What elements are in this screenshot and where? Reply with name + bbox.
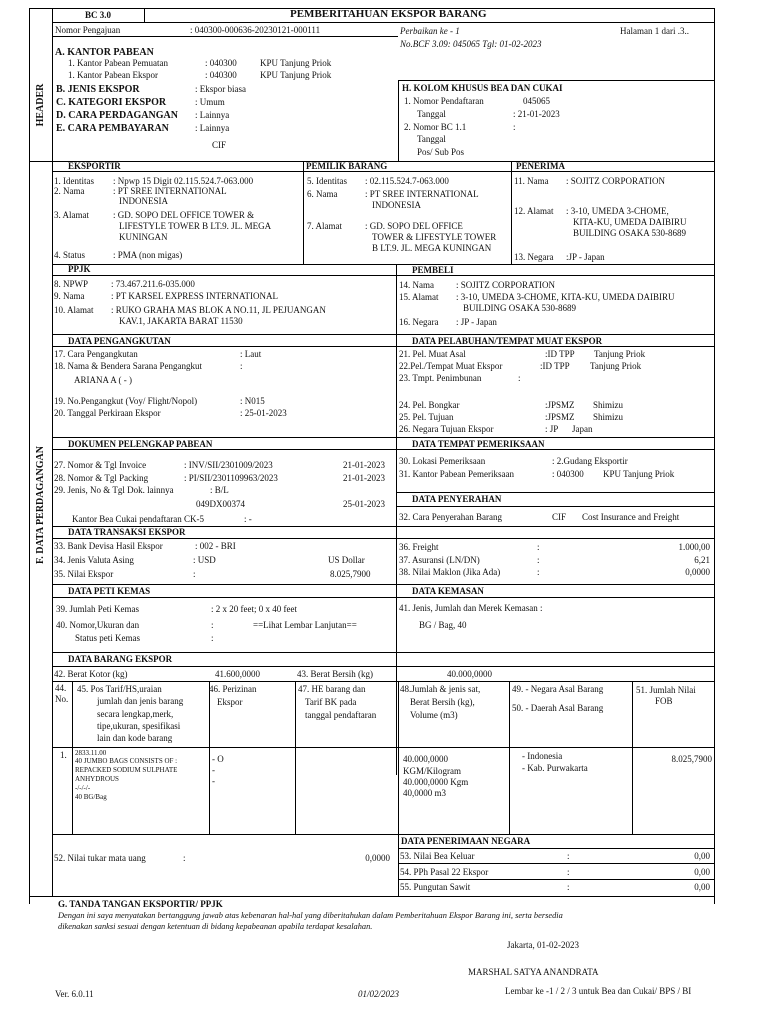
lokasi-pemeriksaan-value: : 2.Gudang Eksportir — [552, 456, 628, 466]
pel-tujuan-name: Shimizu — [593, 412, 624, 422]
bea-keluar-value: 0,00 — [694, 851, 710, 861]
item-qty: 40.000,0000 — [403, 754, 448, 764]
pemilik-nama-value: : PT SREE INTERNATIONAL — [365, 189, 479, 199]
invoice-date: 21-01-2023 — [343, 460, 385, 470]
cara-perdagangan-value: : Lainnya — [195, 110, 230, 120]
freight-label: 36. Freight — [399, 542, 439, 552]
eksportir-alamat-value-2: LIFESTYLE TOWER B LT.9. JL. MEGA — [119, 221, 272, 231]
eksportir-status-value: : PMA (non migas) — [113, 250, 183, 260]
pemilik-alamat-label: 7. Alamat — [307, 221, 342, 231]
item-no: 1. — [60, 750, 67, 760]
pungutan-sawit-colon: : — [567, 882, 570, 892]
nilai-ekspor-label: 35. Nilai Ekspor — [54, 569, 114, 579]
col-perizinan-header: 46. Perizinan — [209, 684, 257, 694]
ck5-label: Kantor Bea Cukai pendaftaran CK-5 — [72, 514, 204, 524]
kolom-bea-cukai-heading: H. KOLOM KHUSUS BEA DAN CUKAI — [402, 83, 563, 93]
col-jumlah-header-3: Volume (m3) — [410, 710, 458, 720]
dok-lainnya-date: 25-01-2023 — [343, 499, 385, 509]
pungutan-sawit-label: 55. Pungutan Sawit — [400, 882, 471, 892]
freight-value: 1.000,00 — [678, 542, 710, 552]
packing-value: : PI/SII/2301109963/2023 — [184, 473, 278, 483]
pembeli-negara-label: 16. Negara — [399, 317, 439, 327]
nomor-bc11-label: 2. Nomor BC 1.1 — [404, 122, 467, 132]
penerima-alamat-label: 12. Alamat — [514, 206, 554, 216]
perbaikan-label: Perbaikan ke - 1 — [400, 26, 460, 36]
invoice-label: 27. Nomor & Tgl Invoice — [54, 460, 147, 470]
nilai-maklon-label: 38. Nilai Maklon (Jika Ada) — [399, 567, 501, 577]
penerima-negara-label: 13. Negara — [514, 252, 554, 262]
lembar-label: Lembar ke -1 / 2 / 3 untuk Bea dan Cukai/ BPS / BI — [505, 986, 692, 996]
kategori-ekspor-value: : Umum — [195, 97, 225, 107]
label-column-divider — [52, 8, 53, 896]
eksportir-nama-value: : PT SREE INTERNATIONAL — [113, 186, 227, 196]
kantor-pemeriksaan-name: KPU Tanjung Priok — [603, 469, 675, 479]
kemasan-heading: DATA KEMASAN — [412, 586, 484, 596]
nilai-maklon-colon: : — [537, 567, 540, 577]
ppjk-alamat-value: : RUKO GRAHA MAS BLOK A NO.11, JL PEJUANGAN — [111, 305, 326, 315]
item-perizinan-2: - — [212, 765, 215, 775]
item-desc-4: -/-/-/- — [75, 784, 91, 792]
version-label: Ver. 6.0.11 — [55, 989, 94, 999]
valuta-label: 34. Jenis Valuta Asing — [54, 555, 134, 565]
pemilik-alamat-value-2: TOWER & LIFESTYLE TOWER — [372, 232, 497, 242]
dok-lainnya-number: 049DX00374 — [196, 499, 245, 509]
freight-colon: : — [537, 542, 540, 552]
negara-tujuan-code: : JP — [545, 424, 559, 434]
jenis-kemasan-label: 41. Jenis, Jumlah dan Merek Kemasan : — [399, 603, 543, 613]
bea-keluar-label: 53. Nilai Bea Keluar — [400, 851, 475, 861]
ppjk-npwp-label: 8. NPWP — [54, 279, 89, 289]
penerima-alamat-value: : 3-10, UMEDA 3-CHOME, — [566, 206, 669, 216]
negara-tujuan-name: Japan — [572, 424, 593, 434]
valuta-code: : USD — [193, 555, 216, 565]
pembeli-alamat-value-2: BUILDING OSAKA 530-8689 — [463, 303, 576, 313]
item-desc-3: ANHYDROUS — [75, 775, 119, 783]
penerima-heading: PENERIMA — [516, 161, 565, 171]
berat-kotor-value: 41.600,0000 — [215, 669, 260, 679]
tanggal-pendaftaran-label: Tanggal — [417, 109, 446, 119]
asuransi-label: 37. Asuransi (LN/DN) — [399, 555, 480, 565]
bea-keluar-colon: : — [567, 851, 570, 861]
nomor-pendaftaran-value: 045065 — [523, 96, 550, 106]
invoice-value: : INV/SII/2301009/2023 — [184, 460, 273, 470]
col-daerah-asal-header: 50. - Daerah Asal Barang — [512, 703, 604, 713]
col-uraian-header-4: tipe,ukuran, spesifikasi — [97, 721, 181, 731]
pemilik-heading: PEMILIK BARANG — [306, 161, 388, 171]
col-negara-asal-header: 49. - Negara Asal Barang — [512, 684, 604, 694]
barang-ekspor-heading: DATA BARANG EKSPOR — [68, 654, 173, 664]
cara-perdagangan-label: D. CARA PERDAGANGAN — [56, 110, 178, 121]
item-net-weight: 40.000,0000 Kgm — [403, 777, 469, 787]
kantor-muat-label: 1. Kantor Pabean Pemuatan — [68, 58, 168, 68]
pemilik-nama-value-2: INDONESIA — [372, 200, 421, 210]
nilai-tukar-colon: : — [183, 853, 186, 863]
col-uraian-header: 45. Pos Tarif/HS,uraian — [77, 684, 162, 694]
item-unit: KGM/Kilogram — [403, 766, 461, 776]
tanggal-bc11-label: Tanggal — [417, 134, 446, 144]
ck5-value: : - — [244, 514, 252, 524]
ppjk-nama-label: 9. Nama — [54, 291, 85, 301]
pel-muat-ekspor-label: 22.Pel./Tempat Muat Ekspor — [399, 361, 503, 371]
kantor-muat-code: : 040300 — [205, 58, 237, 68]
packing-date: 21-01-2023 — [343, 473, 385, 483]
item-desc-1: 40 JUMBO BAGS CONSISTS OF : — [75, 757, 178, 765]
sarana-pengangkut-value: ARIANA A ( - ) — [74, 375, 132, 385]
peti-kemas-heading: DATA PETI KEMAS — [68, 586, 151, 596]
col-no-header-2: No. — [55, 694, 69, 704]
pembeli-nama-label: 14. Nama — [399, 280, 434, 290]
pel-muat-ekspor-name: Tanjung Priok — [590, 361, 642, 371]
data-perdagangan-side-label: F. DATA PERDAGANGAN — [35, 446, 46, 564]
cara-penyerahan-name: Cost Insurance and Freight — [582, 512, 680, 522]
form-title: PEMBERITAHUAN EKSPOR BARANG — [290, 8, 487, 20]
negara-tujuan-label: 26. Negara Tujuan Ekspor — [399, 424, 494, 434]
item-volume: 40,0000 m3 — [403, 788, 447, 798]
jumlah-peti-value: : 2 x 20 feet; 0 x 40 feet — [211, 604, 297, 614]
nomor-pendaftaran-label: 1. Nomor Pendaftaran — [404, 96, 484, 106]
berat-kotor-label: 42. Berat Kotor (kg) — [54, 669, 128, 679]
dok-lainnya-label: 29. Jenis, No & Tgl Dok. lainnya — [54, 485, 174, 495]
col-uraian-header-3: secara lengkap,merk, — [97, 709, 174, 719]
no-pengangkut-label: 19. No.Pengangkut (Voy/ Flight/Nopol) — [54, 396, 198, 406]
declaration-line-1: Dengan ini saya menyatakan bertanggung jawab atas kebenaran hal-hal yang diberitahukan dalam Pemberitahuan Ekspor Barang ini, serta bersedia — [58, 911, 563, 920]
page-indicator: Halaman 1 dari .3.. — [620, 26, 689, 36]
penerimaan-negara-heading: DATA PENERIMAAN NEGARA — [401, 836, 531, 846]
eksportir-identitas-label: 1. Identitas — [54, 176, 94, 186]
signatory-name: MARSHAL SATYA ANANDRATA — [468, 967, 599, 977]
ppjk-heading: PPJK — [68, 264, 91, 274]
item-negara-asal: - Indonesia — [522, 751, 563, 761]
asuransi-colon: : — [537, 555, 540, 565]
pungutan-sawit-value: 0,00 — [694, 882, 710, 892]
bank-devisa-value: : 002 - BRI — [195, 541, 236, 551]
berat-bersih-value: 40.000,0000 — [447, 669, 492, 679]
no-pengangkut-value: : N015 — [240, 396, 265, 406]
col-jumlah-header-2: Berat Bersih (kg), — [410, 697, 475, 707]
item-hs-code: 2833.11.00 — [75, 749, 107, 757]
pembeli-nama-value: : SOJITZ CORPORATION — [456, 280, 556, 290]
tmpt-penimbunan-label: 23. Tmpt. Penimbunan — [399, 373, 482, 383]
col-jumlah-header: 48.Jumlah & jenis sat, — [400, 684, 481, 694]
pemilik-alamat-value-3: B LT.9. JL. MEGA KUNINGAN — [372, 243, 492, 253]
pph22-value: 0,00 — [694, 867, 710, 877]
pemilik-alamat-value: : GD. SOPO DEL OFFICE — [365, 221, 463, 231]
penerima-alamat-value-3: BUILDING OSAKA 530-8689 — [573, 228, 686, 238]
kantor-pemeriksaan-label: 31. Kantor Pabean Pemeriksaan — [399, 469, 514, 479]
kantor-pemeriksaan-code: : 040300 — [552, 469, 584, 479]
pembeli-alamat-label: 15. Alamat — [399, 292, 439, 302]
cara-pembayaran-value: : Lainnya — [195, 123, 230, 133]
no-bcf: No.BCF 3.09: 045065 Tgl: 01-02-2023 — [400, 39, 542, 49]
pemilik-nama-label: 6. Nama — [307, 189, 338, 199]
ppjk-nama-value: : PT KARSEL EXPRESS INTERNATIONAL — [111, 291, 279, 301]
kantor-ekspor-label: 1. Kantor Pabean Ekspor — [68, 70, 158, 80]
pemilik-identitas-value: : 02.115.524.7-063.000 — [365, 176, 449, 186]
kategori-ekspor-label: C. KATEGORI EKSPOR — [56, 97, 167, 108]
status-peti-label: Status peti Kemas — [75, 633, 140, 643]
cif-value: CIF — [212, 140, 227, 150]
pph22-colon: : — [567, 867, 570, 877]
tmpt-penimbunan-value: : — [518, 373, 521, 383]
jenis-ekspor-value: : Ekspor biasa — [195, 84, 246, 94]
pel-tujuan-label: 25. Pel. Tujuan — [399, 412, 454, 422]
eksportir-nama-label: 2. Nama — [54, 186, 85, 196]
pel-muat-ekspor-code: :ID TPP — [540, 361, 570, 371]
nomor-bc11-value: : — [513, 122, 516, 132]
asuransi-value: 6,21 — [694, 555, 710, 565]
pel-muat-asal-label: 21. Pel. Muat Asal — [399, 349, 466, 359]
pel-bongkar-name: Shimizu — [593, 400, 624, 410]
pembeli-alamat-value: : 3-10, UMEDA 3-CHOME, KITA-KU, UMEDA DAIBIRU — [456, 292, 675, 302]
ppjk-npwp-value: : 73.467.211.6-035.000 — [111, 279, 195, 289]
sarana-pengangkut-label: 18. Nama & Bendera Sarana Pengangkut — [54, 361, 202, 371]
nilai-ekspor-colon: : — [193, 569, 196, 579]
eksportir-identitas-value: : Npwp 15 Digit 02.115.524.7-063.000 — [113, 176, 254, 186]
form-border-right — [714, 8, 715, 904]
pph22-label: 54. PPh Pasal 22 Ekspor — [400, 867, 489, 877]
ppjk-alamat-value-2: KAV.1, JAKARTA BARAT 11530 — [119, 316, 243, 326]
declaration-line-2: dikenakan sanksi sesuai dengan ketentuan di bidang kepabeanan apabila terdapat kesalahan. — [58, 922, 373, 931]
tanda-tangan-heading: G. TANDA TANGAN EKSPORTIR/ PPJK — [58, 899, 223, 909]
cara-pengangkutan-label: 17. Cara Pengangkutan — [54, 349, 138, 359]
pel-tujuan-code: :JPSMZ — [545, 412, 575, 422]
pengangkutan-heading: DATA PENGANGKUTAN — [68, 336, 171, 346]
nilai-maklon-value: 0,0000 — [685, 567, 710, 577]
jenis-ekspor-label: B. JENIS EKSPOR — [56, 84, 140, 95]
nomor-pengajuan-label: Nomor Pengajuan — [55, 25, 121, 35]
dokumen-heading: DOKUMEN PELENGKAP PABEAN — [68, 439, 213, 449]
col-no-header: 44. — [55, 683, 67, 693]
col-he-header-2: Tarif BK pada — [305, 697, 357, 707]
col-perizinan-header-2: Ekspor — [217, 697, 243, 707]
cara-penyerahan-code: CIF — [552, 512, 567, 522]
item-desc-5: 40 BG/Bag — [75, 793, 107, 801]
nomor-peti-label: 40. Nomor,Ukuran dan — [56, 620, 140, 630]
cara-pengangkutan-value: : Laut — [240, 349, 262, 359]
jumlah-peti-label: 39. Jumlah Peti Kemas — [56, 604, 139, 614]
item-fob: 8.025,7900 — [671, 754, 712, 764]
col-he-header: 47. HE barang dan — [298, 684, 366, 694]
eksportir-alamat-value-3: KUNINGAN — [119, 232, 168, 242]
nilai-tukar-label: 52. Nilai tukar mata uang — [54, 853, 146, 863]
eksportir-status-label: 4. Status — [54, 250, 86, 260]
col-uraian-header-2: jumlah dan jenis barang — [97, 696, 184, 706]
pemilik-identitas-label: 5. Identitas — [307, 176, 347, 186]
eksportir-nama-value-2: INDONESIA — [119, 196, 168, 206]
pel-bongkar-code: :JPSMZ — [545, 400, 575, 410]
pos-label: Pos/ Sub Pos — [417, 147, 465, 157]
kantor-ekspor-code: : 040300 — [205, 70, 237, 80]
tanggal-ekspor-value: : 25-01-2023 — [240, 408, 287, 418]
pelabuhan-heading: DATA PELABUHAN/TEMPAT MUAT EKSPOR — [412, 336, 603, 346]
packing-label: 28. Nomor & Tgl Packing — [54, 473, 149, 483]
valuta-name: US Dollar — [328, 555, 365, 565]
tanggal-ekspor-label: 20. Tanggal Perkiraan Ekspor — [54, 408, 161, 418]
kantor-heading: A. KANTOR PABEAN — [55, 47, 154, 58]
cara-penyerahan-label: 32. Cara Penyerahan Barang — [399, 512, 502, 522]
pel-muat-asal-name: Tanjung Priok — [594, 349, 646, 359]
tempat-pemeriksaan-heading: DATA TEMPAT PEMERIKSAAN — [412, 439, 545, 449]
nilai-tukar-value: 0,0000 — [365, 853, 390, 863]
eksportir-alamat-label: 3. Alamat — [54, 210, 89, 220]
jenis-kemasan-value: BG / Bag, 40 — [419, 620, 467, 630]
nomor-pengajuan-value: : 040300-000636-20230121-000111 — [190, 25, 321, 35]
transaksi-heading: DATA TRANSAKSI EKSPOR — [68, 527, 186, 537]
form-code: BC 3.0 — [85, 10, 112, 20]
nilai-ekspor-value: 8.025,7900 — [330, 569, 371, 579]
penerima-alamat-value-2: KITA-KU, UMEDA DAIBIRU — [573, 217, 687, 227]
tanggal-pendaftaran-value: : 21-01-2023 — [513, 109, 560, 119]
kantor-muat-name: KPU Tanjung Priok — [260, 58, 332, 68]
pembeli-negara-value: : JP - Japan — [456, 317, 497, 327]
pel-muat-asal-code: :ID TPP — [545, 349, 575, 359]
col-he-header-3: tanggal pendaftaran — [305, 710, 377, 720]
header-side-label: HEADER — [35, 83, 46, 127]
status-peti-colon: : — [211, 633, 214, 643]
penerima-nama-value: : SOJITZ CORPORATION — [566, 176, 666, 186]
penerima-nama-label: 11. Nama — [514, 176, 549, 186]
penyerahan-heading: DATA PENYERAHAN — [412, 494, 502, 504]
berat-bersih-label: 43. Berat Bersih (kg) — [297, 669, 373, 679]
bank-devisa-label: 33. Bank Devisa Hasil Ekspor — [54, 541, 163, 551]
col-uraian-header-5: lain dan kode barang — [97, 733, 173, 743]
signature-place-date: Jakarta, 01-02-2023 — [507, 940, 579, 950]
nomor-peti-value: ==Lihat Lembar Lanjutan== — [253, 620, 357, 630]
sarana-pengangkut-colon: : — [240, 361, 243, 371]
pembeli-heading: PEMBELI — [412, 265, 454, 275]
kantor-ekspor-name: KPU Tanjung Priok — [260, 70, 332, 80]
eksportir-heading: EKSPORTIR — [68, 161, 121, 171]
nomor-peti-colon: : — [211, 620, 214, 630]
dok-lainnya-type: : B/L — [210, 485, 229, 495]
item-perizinan-1: - O — [212, 754, 224, 764]
penerima-negara-value: :JP - Japan — [566, 252, 605, 262]
ppjk-alamat-label: 10. Alamat — [54, 305, 94, 315]
footer-date: 01/02/2023 — [358, 989, 400, 999]
cara-pembayaran-label: E. CARA PEMBAYARAN — [56, 123, 169, 134]
lokasi-pemeriksaan-label: 30. Lokasi Pemeriksaan — [399, 456, 486, 466]
pel-bongkar-label: 24. Pel. Bongkar — [399, 400, 460, 410]
item-perizinan-3: - — [212, 776, 215, 786]
form-border-left — [29, 8, 30, 904]
col-fob-header-2: FOB — [655, 696, 673, 706]
col-fob-header: 51. Jumlah Nilai — [636, 685, 696, 695]
eksportir-alamat-value: : GD. SOPO DEL OFFICE TOWER & — [113, 210, 255, 220]
item-desc-2: REPACKED SODIUM SULPHATE — [75, 766, 178, 774]
item-daerah-asal: - Kab. Purwakarta — [522, 763, 588, 773]
